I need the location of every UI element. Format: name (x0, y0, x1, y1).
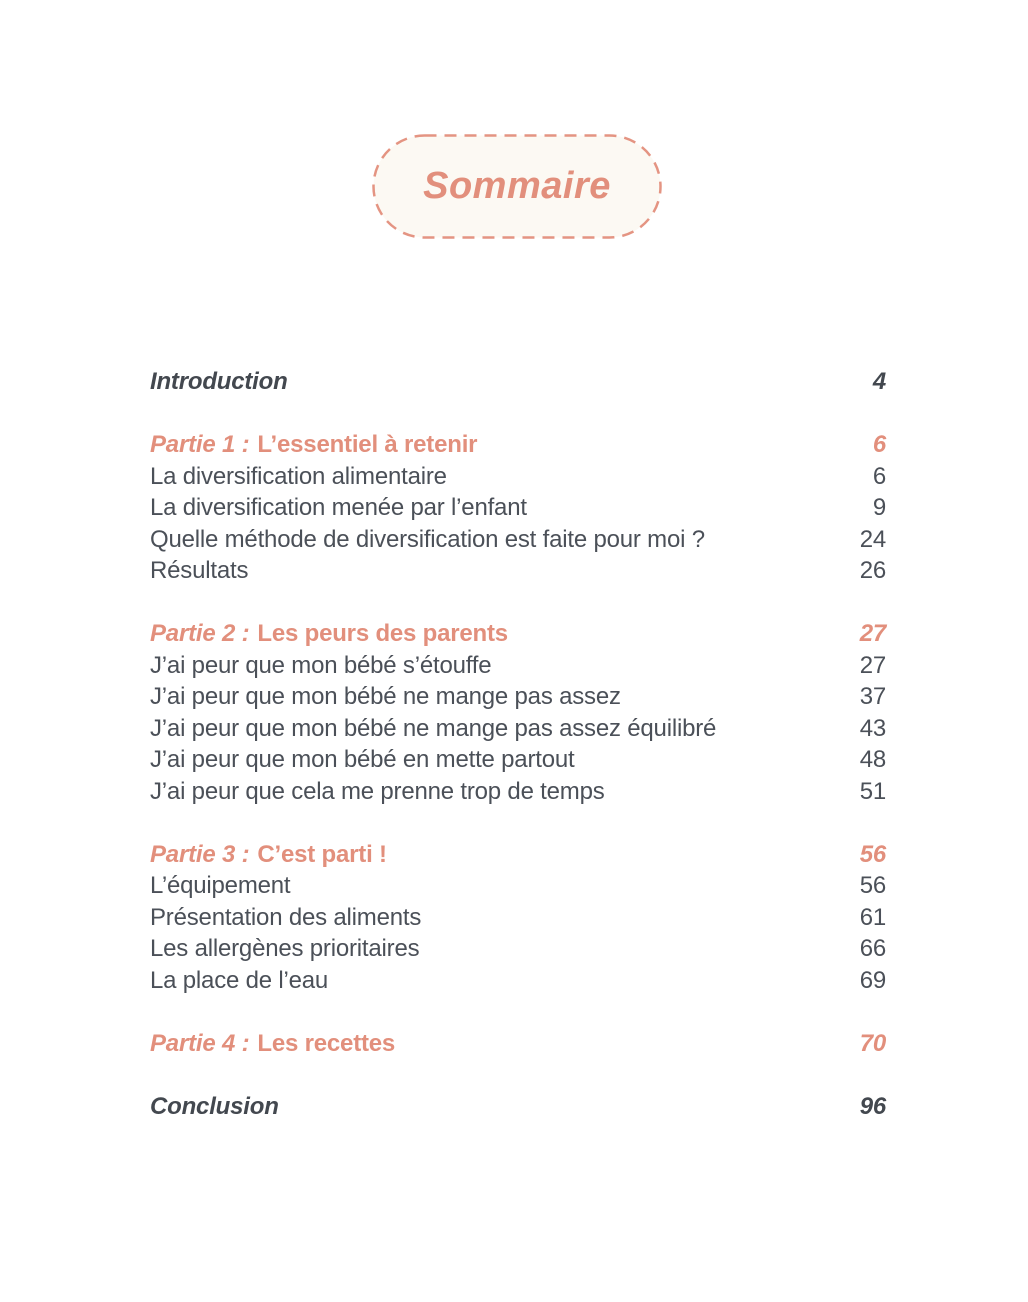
toc-row (150, 902, 886, 934)
page-title: Sommaire (423, 165, 611, 207)
toc-entry-page: 48 (859, 746, 886, 773)
toc-row (150, 744, 886, 776)
toc-row (150, 618, 886, 650)
toc-entry-page: 24 (859, 525, 886, 553)
toc-entry-text: Quelle méthode de diversification est faite pour moi ? (150, 525, 705, 553)
toc-entry-label (150, 713, 716, 745)
toc-part-title: Les recettes (257, 1029, 396, 1057)
toc-entry-text: Introduction (150, 368, 288, 395)
toc-entry-text: Conclusion (150, 1092, 279, 1120)
toc-row (150, 1091, 886, 1123)
toc-entry-page: 69 (859, 966, 886, 994)
toc-row (150, 555, 886, 587)
toc-entry-page: 56 (859, 840, 886, 868)
toc-entry-page: 37 (859, 683, 886, 710)
toc-entry-page: 61 (859, 903, 886, 931)
table-of-contents (150, 366, 886, 1122)
toc-entry-label (150, 429, 477, 461)
toc-entry-text: J’ai peur que mon bébé ne mange pas assez (150, 683, 621, 710)
toc-row (150, 933, 886, 965)
toc-entry-page: 56 (859, 872, 886, 899)
toc-entry-page: 43 (859, 714, 886, 742)
toc-row (150, 713, 886, 745)
toc-entry-label (150, 366, 288, 398)
toc-part-title: Les peurs des parents (257, 620, 508, 647)
toc-entry-label (150, 965, 328, 997)
toc-entry-text: J’ai peur que mon bébé s’étouffe (150, 651, 492, 679)
toc-entry-page: 51 (859, 777, 886, 805)
toc-row (150, 870, 886, 902)
toc-entry-text: La diversification menée par l’enfant (150, 494, 527, 521)
toc-entry-label (150, 555, 248, 587)
toc-entry-page: 66 (859, 935, 886, 962)
toc-entry-label (150, 902, 421, 934)
toc-part-prefix: Partie 4 : (150, 1029, 250, 1057)
toc-row (150, 524, 886, 556)
toc-entry-page: 9 (872, 494, 886, 521)
toc-entry-text: Présentation des aliments (150, 903, 422, 931)
toc-entry-text: La place de l’eau (150, 966, 329, 994)
toc-entry-text: L’équipement (150, 872, 291, 899)
toc-part-title: L’essentiel à retenir (257, 431, 478, 458)
toc-entry-label (150, 839, 387, 871)
toc-entry-text: J’ai peur que mon bébé en mette partout (150, 746, 575, 773)
toc-row (150, 461, 886, 493)
toc-entry-label (150, 1028, 395, 1060)
toc-row (150, 776, 886, 808)
toc-entry-label (150, 681, 621, 713)
toc-entry-label (150, 1091, 279, 1123)
toc-part-prefix: Partie 3 : (150, 840, 250, 868)
toc-entry-text: J’ai peur que mon bébé ne mange pas assez équilibré (150, 714, 717, 742)
toc-row (150, 965, 886, 997)
toc-entry-label (150, 618, 508, 650)
toc-entry-text: J’ai peur que cela me prenne trop de temps (150, 777, 605, 805)
toc-entry-label (150, 744, 574, 776)
toc-entry-label (150, 933, 419, 965)
toc-entry-label (150, 461, 447, 493)
toc-entry-text: Résultats (150, 557, 249, 584)
toc-row (150, 366, 886, 398)
toc-entry-page: 27 (859, 620, 886, 647)
toc-entry-text: Les allergènes prioritaires (150, 935, 420, 962)
toc-entry-page: 4 (872, 368, 886, 395)
toc-entry-page: 27 (859, 651, 886, 679)
toc-row (150, 429, 886, 461)
toc-entry-page: 26 (859, 557, 886, 584)
toc-part-title: C’est parti ! (257, 840, 387, 868)
toc-entry-page: 96 (859, 1092, 886, 1120)
toc-entry-text: La diversification alimentaire (150, 462, 447, 490)
toc-entry-label (150, 650, 491, 682)
toc-entry-label (150, 524, 705, 556)
toc-row (150, 681, 886, 713)
toc-entry-page: 70 (859, 1029, 886, 1057)
toc-row (150, 839, 886, 871)
toc-part-prefix: Partie 1 : (150, 431, 250, 458)
toc-entry-label (150, 492, 527, 524)
toc-entry-page: 6 (872, 462, 886, 490)
toc-part-prefix: Partie 2 : (150, 620, 250, 647)
toc-entry-label (150, 776, 605, 808)
sommaire-title-box (372, 134, 662, 239)
toc-row (150, 1028, 886, 1060)
toc-row (150, 492, 886, 524)
toc-row (150, 650, 886, 682)
toc-entry-page: 6 (872, 431, 886, 458)
toc-entry-label (150, 870, 290, 902)
